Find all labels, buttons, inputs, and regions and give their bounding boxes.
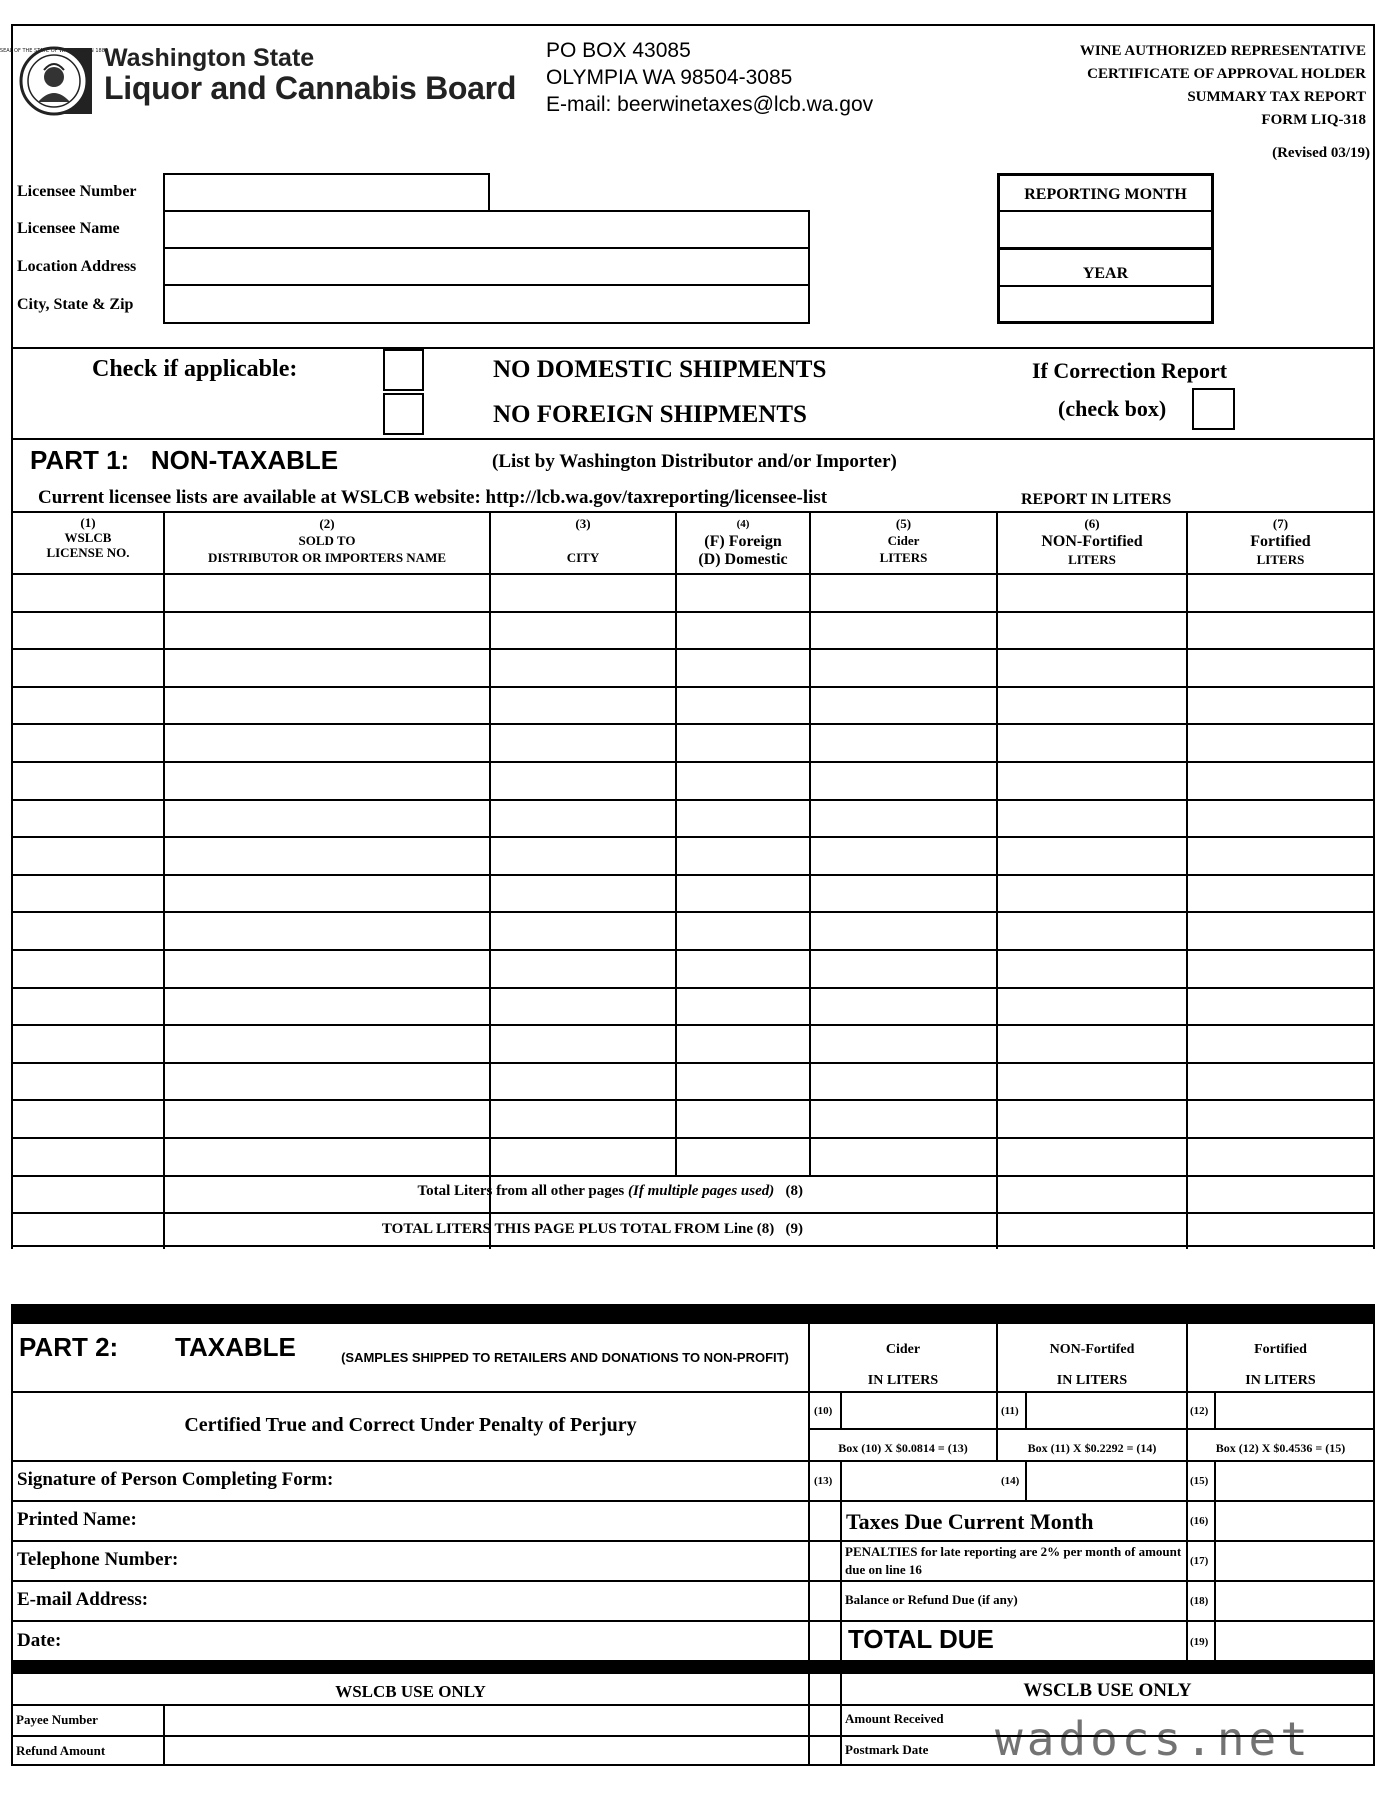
penalties-note: PENALTIES for late reporting are 2% per month of amount due on line 16 (845, 1544, 1182, 1577)
telephone-label: Telephone Number: (17, 1549, 179, 1570)
part1-cell[interactable] (998, 1064, 1186, 1099)
address-line2: OLYMPIA WA 98504-3085 (546, 66, 793, 89)
box16-label: (16) (1190, 1515, 1209, 1527)
col6-num: (6) (1084, 516, 1100, 531)
part1-cell[interactable] (1188, 1026, 1375, 1061)
part1-cell[interactable] (998, 838, 1186, 873)
revised-date: (Revised 03/19) (1272, 145, 1370, 161)
printed-name-label: Printed Name: (17, 1509, 137, 1530)
part1-cell[interactable] (811, 1064, 996, 1099)
part2-subtitle: (SAMPLES SHIPPED TO RETAILERS AND DONATIONS TO NON-PROFIT) (341, 1350, 789, 1365)
box11-label: (11) (1001, 1405, 1019, 1417)
line8-num: (8) (785, 1183, 803, 1199)
box11-field[interactable] (1027, 1393, 1185, 1428)
col3-line1 (491, 532, 675, 549)
box13-field[interactable] (842, 1462, 995, 1499)
part2-title-taxable: TAXABLE (175, 1332, 296, 1362)
section-divider (11, 347, 1375, 349)
row-divider (808, 1428, 1375, 1430)
part1-cell[interactable] (998, 989, 1186, 1024)
telephone-field[interactable] (200, 1542, 806, 1579)
licensee-number-label: Licensee Number (17, 183, 137, 200)
part1-cell[interactable] (165, 1064, 809, 1099)
email-address-label: E-mail Address: (17, 1589, 149, 1610)
city-state-zip-field[interactable] (163, 284, 810, 324)
part1-cell[interactable] (811, 1026, 996, 1061)
wsclb-use-only-right: WSCLB USE ONLY (1023, 1680, 1192, 1701)
box10-label: (10) (814, 1405, 833, 1417)
part1-cell[interactable] (998, 1177, 1186, 1212)
part1-cell[interactable] (811, 725, 996, 760)
part1-cell[interactable] (998, 1101, 1186, 1136)
part1-cell[interactable] (13, 688, 163, 723)
col4-header (677, 515, 809, 569)
email-address-field[interactable] (170, 1582, 806, 1619)
calc14-label: Box (11) X $0.2292 = (14) (1027, 1441, 1157, 1455)
date-field[interactable] (70, 1622, 806, 1659)
part1-cell[interactable] (13, 1064, 163, 1099)
signature-label: Signature of Person Completing Form: (17, 1469, 334, 1490)
col6-line1: NON-Fortified (1041, 533, 1143, 550)
col5-line1: Cider (887, 533, 920, 548)
col3-header (491, 515, 675, 566)
total-this-page-label (165, 1221, 809, 1238)
part1-cell[interactable] (998, 913, 1186, 948)
col4-line2: (D) Domestic (698, 551, 788, 568)
box12-field[interactable] (1216, 1393, 1373, 1428)
box13-label: (13) (814, 1475, 833, 1487)
office-divider (808, 1674, 810, 1766)
part1-cell[interactable] (13, 763, 163, 798)
year-field[interactable] (1000, 287, 1211, 321)
part1-cell[interactable] (13, 1101, 163, 1136)
cider-col-line1: Cider (885, 1342, 921, 1357)
part1-cell[interactable] (811, 575, 996, 610)
refund-amount-field[interactable] (165, 1737, 806, 1765)
part1-cell[interactable] (13, 650, 163, 685)
no-domestic-label: NO DOMESTIC SHIPMENTS (493, 356, 827, 383)
part1-cell[interactable] (165, 725, 809, 760)
part1-cell[interactable] (1188, 725, 1375, 760)
col4-num: (4) (736, 518, 750, 530)
cider-col-header (810, 1334, 996, 1396)
part1-cell[interactable] (1188, 1139, 1375, 1174)
check-applicable-label: Check if applicable: (92, 356, 298, 382)
part1-cell[interactable] (998, 763, 1186, 798)
part1-cell[interactable] (13, 876, 163, 911)
total-other-pages-label (165, 1183, 809, 1200)
part1-title: PART 1: NON-TAXABLE (30, 445, 339, 475)
payee-number-label: Payee Number (16, 1712, 98, 1727)
box19-field[interactable] (1216, 1622, 1373, 1659)
part1-table (11, 511, 1375, 1247)
total-this-page-text: TOTAL LITERS THIS PAGE PLUS TOTAL FROM Line (8) (381, 1221, 775, 1237)
correction-report-label: If Correction Report (1032, 358, 1228, 383)
part1-cell[interactable] (811, 951, 996, 986)
total-other-pages-italic: (If multiple pages used) (628, 1183, 775, 1199)
amount-received-label: Amount Received (845, 1711, 944, 1726)
correction-report-checkbox[interactable] (1192, 388, 1235, 430)
part1-cell[interactable] (1188, 951, 1375, 986)
col7-num: (7) (1272, 516, 1289, 531)
payee-number-field[interactable] (165, 1706, 806, 1734)
box18-field[interactable] (1216, 1582, 1373, 1619)
part1-cell[interactable] (165, 763, 809, 798)
part1-cell[interactable] (998, 613, 1186, 648)
part1-cell[interactable] (998, 801, 1186, 836)
part1-cell[interactable] (13, 1177, 163, 1212)
form-number: FORM LIQ-318 (1261, 112, 1366, 128)
cider-col-line2: IN LITERS (867, 1373, 939, 1388)
part1-cell[interactable] (13, 575, 163, 610)
part1-cell[interactable] (165, 1101, 809, 1136)
part1-cell[interactable] (1188, 1101, 1375, 1136)
col5-line2: LITERS (879, 550, 928, 565)
part1-cell[interactable] (811, 650, 996, 685)
col1-line1: WSLCB (64, 530, 112, 545)
part2-top-bar (11, 1304, 1375, 1324)
part1-cell[interactable] (811, 801, 996, 836)
report-in-liters-label: REPORT IN LITERS (1021, 491, 1172, 508)
part1-cell[interactable] (811, 763, 996, 798)
col3-line2: CITY (566, 550, 600, 565)
licensee-name-field[interactable] (163, 210, 810, 249)
part2-title: PART 2: (19, 1332, 119, 1362)
part1-cell[interactable] (13, 725, 163, 760)
box17-field[interactable] (1216, 1542, 1373, 1579)
part1-cell[interactable] (1188, 989, 1375, 1024)
col5-num: (5) (895, 516, 912, 531)
fort-col-line2: IN LITERS (1245, 1373, 1316, 1388)
part1-cell[interactable] (998, 951, 1186, 986)
signature-field[interactable] (400, 1462, 806, 1499)
part1-cell[interactable] (1188, 801, 1375, 836)
col1-num: (1) (80, 515, 96, 530)
part1-cell[interactable] (811, 1214, 996, 1249)
nonfort-col-line2: IN LITERS (1056, 1373, 1128, 1388)
part1-cell[interactable] (1188, 613, 1375, 648)
col4-line1: (F) Foreign (704, 533, 782, 550)
box10-field[interactable] (842, 1393, 995, 1428)
page-top-border (11, 24, 1375, 26)
part1-cell[interactable] (13, 801, 163, 836)
col2-line2: DISTRIBUTOR OR IMPORTERS NAME (207, 550, 447, 565)
part1-cell[interactable] (1188, 763, 1375, 798)
email-line: E-mail: beerwinetaxes@lcb.wa.gov (546, 93, 874, 116)
licensee-number-field[interactable] (163, 173, 490, 212)
part1-cell[interactable] (998, 876, 1186, 911)
part1-cell[interactable] (165, 913, 809, 948)
part1-cell[interactable] (165, 801, 809, 836)
part1-cell[interactable] (998, 1139, 1186, 1174)
certified-statement: Certified True and Correct Under Penalty of Perjury (184, 1414, 637, 1436)
col7-line1: Fortified (1250, 533, 1311, 550)
part1-cell[interactable] (165, 688, 809, 723)
form-title-line3: SUMMARY TAX REPORT (1187, 89, 1366, 105)
wslcb-use-only-left: WSLCB USE ONLY (335, 1682, 486, 1701)
part1-cell[interactable] (165, 951, 809, 986)
part1-cell[interactable] (811, 876, 996, 911)
agency-name-line2: Liquor and Cannabis Board (104, 70, 517, 106)
reporting-month-label: REPORTING MONTH (1024, 186, 1187, 203)
total-due-label: TOTAL DUE (848, 1624, 994, 1654)
part1-cell[interactable] (13, 1139, 163, 1174)
part1-cell[interactable] (1188, 1214, 1375, 1249)
licensee-name-label: Licensee Name (17, 220, 120, 237)
address-line1: PO BOX 43085 (546, 39, 691, 62)
part1-cell[interactable] (1188, 876, 1375, 911)
state-seal-icon (0, 44, 109, 116)
part1-cell[interactable] (13, 613, 163, 648)
part1-cell[interactable] (811, 1139, 996, 1174)
part1-cell[interactable] (13, 913, 163, 948)
part1-cell[interactable] (998, 725, 1186, 760)
part1-cell[interactable] (13, 1026, 163, 1061)
fort-col-header (1188, 1334, 1373, 1396)
city-state-zip-label: City, State & Zip (17, 296, 134, 313)
col2-line1: SOLD TO (298, 533, 356, 548)
col2-header (165, 515, 489, 566)
section-divider (11, 438, 1375, 440)
box15-field[interactable] (1216, 1462, 1373, 1499)
part1-cell[interactable] (811, 1101, 996, 1136)
part1-cell[interactable] (165, 838, 809, 873)
location-address-field[interactable] (163, 247, 810, 286)
form-title-line2: CERTIFICATE OF APPROVAL HOLDER (1087, 66, 1366, 82)
part2-bottom-bar (11, 1660, 1375, 1674)
part1-cell[interactable] (811, 613, 996, 648)
part1-cell[interactable] (13, 989, 163, 1024)
part1-cell[interactable] (1188, 1177, 1375, 1212)
part1-cell[interactable] (998, 575, 1186, 610)
no-domestic-checkbox[interactable] (383, 349, 424, 391)
divider (997, 247, 1214, 250)
part1-cell[interactable] (1188, 688, 1375, 723)
part1-cell[interactable] (1188, 1064, 1375, 1099)
part1-cell[interactable] (1188, 650, 1375, 685)
col1-header (13, 515, 163, 560)
box19-label: (19) (1190, 1636, 1209, 1648)
agency-name-line1: Washington State (104, 44, 315, 72)
no-foreign-label: NO FOREIGN SHIPMENTS (493, 401, 807, 428)
line9-num: (9) (785, 1221, 803, 1237)
part1-cell[interactable] (1188, 575, 1375, 610)
form-title-line1: WINE AUTHORIZED REPRESENTATIVE (1079, 43, 1366, 59)
box16-field[interactable] (1216, 1502, 1373, 1539)
box12-label: (12) (1190, 1405, 1209, 1417)
part1-cell[interactable] (811, 989, 996, 1024)
col1-line2: LICENSE NO. (46, 545, 130, 560)
col6-line2: LITERS (1068, 552, 1116, 567)
nonfort-col-line1: NON-Fortifed (1049, 1342, 1135, 1357)
box14-label: (14) (1001, 1475, 1020, 1487)
part1-cell[interactable] (998, 1026, 1186, 1061)
location-address-label: Location Address (17, 258, 137, 275)
part1-cell[interactable] (13, 951, 163, 986)
part1-cell[interactable] (165, 1026, 809, 1061)
fort-col-line1: Fortified (1254, 1342, 1307, 1357)
seal-lettering: SEAL OF THE STATE OF WASHINGTON 1889 (0, 48, 109, 54)
col6-header (998, 515, 1186, 569)
postmark-date-label: Postmark Date (845, 1742, 929, 1757)
calc15-label: Box (12) X $0.4536 = (15) (1215, 1441, 1346, 1455)
part1-cell[interactable] (13, 838, 163, 873)
check-box-label: (check box) (1058, 396, 1167, 421)
col7-line2: LITERS (1256, 552, 1305, 567)
part1-cell[interactable] (998, 1214, 1186, 1249)
box15-label: (15) (1190, 1475, 1209, 1487)
part1-cell[interactable] (1188, 838, 1375, 873)
part1-cell[interactable] (811, 1177, 996, 1212)
part1-subtitle: (List by Washington Distributor and/or Importer) (492, 451, 897, 472)
nonfort-col-header (998, 1334, 1186, 1396)
part1-cell[interactable] (811, 688, 996, 723)
part1-cell[interactable] (165, 650, 809, 685)
box14-field[interactable] (1027, 1462, 1185, 1499)
part1-cell[interactable] (998, 650, 1186, 685)
box18-label: (18) (1190, 1595, 1209, 1607)
box17-label: (17) (1190, 1555, 1209, 1567)
col5-header (811, 515, 996, 566)
refund-amount-label: Refund Amount (16, 1743, 106, 1758)
part1-cell[interactable] (165, 1139, 809, 1174)
part1-cell[interactable] (165, 989, 809, 1024)
website-note: Current licensee lists are available at WSLCB website: http://lcb.wa.gov/taxreporting/licensee-list (38, 487, 828, 508)
col2-num: (2) (319, 516, 335, 531)
calc13-label: Box (10) X $0.0814 = (13) (838, 1441, 968, 1455)
part1-cell[interactable] (998, 688, 1186, 723)
part1-cell[interactable] (165, 575, 809, 610)
year-label: YEAR (1082, 265, 1129, 282)
col3-num: (3) (575, 516, 591, 531)
taxes-due-label: Taxes Due Current Month (846, 1509, 1094, 1534)
total-other-pages-text: Total Liters from all other pages (417, 1183, 628, 1199)
part1-cell[interactable] (13, 1214, 163, 1249)
reporting-month-field[interactable] (1000, 212, 1211, 246)
printed-name-field[interactable] (160, 1502, 806, 1539)
date-label: Date: (17, 1630, 62, 1651)
part1-cell[interactable] (165, 613, 809, 648)
part1-cell[interactable] (1188, 913, 1375, 948)
balance-refund-label: Balance or Refund Due (if any) (845, 1592, 1018, 1607)
part1-cell[interactable] (165, 876, 809, 911)
watermark: wadocs.net (995, 1712, 1312, 1766)
inner-divider (840, 1500, 842, 1664)
no-foreign-checkbox[interactable] (383, 393, 424, 435)
col7-header (1188, 515, 1373, 569)
part1-cell[interactable] (811, 913, 996, 948)
part1-cell[interactable] (811, 838, 996, 873)
